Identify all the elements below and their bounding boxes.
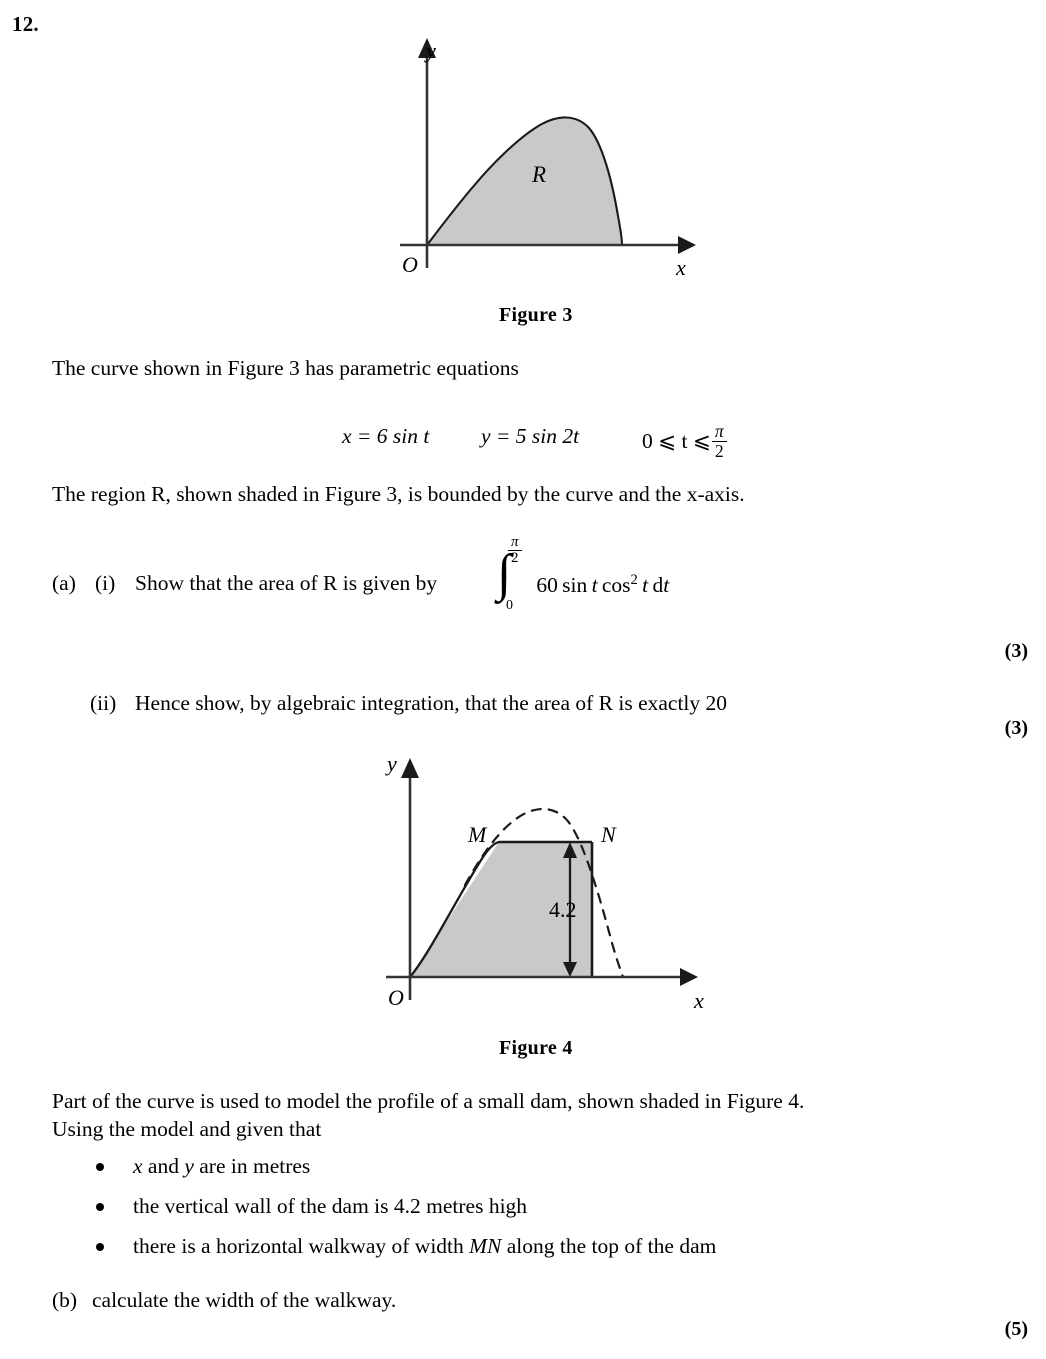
- parametric-x-equation: [342, 424, 429, 449]
- figure-4-y-axis-label: y: [387, 751, 397, 776]
- figure-3-x-axis-arrowhead: [678, 236, 696, 254]
- figure-3-graphic: [380, 30, 710, 285]
- bullet-dot-icon: [96, 1203, 104, 1211]
- figure-3-region-label: R: [532, 162, 547, 187]
- bullet-dot-icon: [96, 1163, 104, 1171]
- parametric-domain-fraction: [712, 422, 727, 460]
- parametric-domain-prefix: 0 ⩽ t ⩽: [642, 428, 711, 453]
- part-a-i-text: Show that the area of R is given by: [135, 571, 438, 595]
- figure-4-graphic: [370, 748, 720, 1013]
- integral-upper-den: 2: [508, 550, 522, 567]
- integral-upper-limit: [507, 533, 523, 568]
- part-a-ii-text: Hence show, by algebraic integration, that the area of R is exactly 20: [135, 691, 728, 715]
- question-number: 12.: [12, 12, 39, 36]
- figure-3-origin-label: O: [402, 252, 418, 277]
- region-statement: The region R, shown shaded in Figure 3, is bounded by the curve and the x-axis.: [52, 482, 745, 506]
- parametric-domain: [642, 421, 728, 462]
- bullet-dot-icon: [96, 1243, 104, 1251]
- part-a-i-integral: [495, 533, 670, 613]
- dam-bullet-3: there is a horizontal walkway of width MN along the top of the dam: [133, 1234, 717, 1258]
- parametric-x-equation-text: x = 6 sin t: [342, 424, 430, 448]
- part-a-i-marks: (3): [1004, 640, 1028, 662]
- figure-4-origin-label: O: [388, 985, 404, 1010]
- part-a-ii-marks: (3): [1004, 717, 1028, 739]
- dam-paragraph-line-1: Part of the curve is used to model the profile of a small dam, shown shaded in Figure 4.: [52, 1089, 805, 1113]
- part-a-i-label: (i): [95, 571, 116, 595]
- integral-glyph: ∫: [497, 545, 512, 602]
- figure-3-shaded-region: [427, 117, 622, 245]
- integral-upper-num: π: [511, 533, 519, 550]
- part-a-label: (a): [52, 571, 76, 595]
- integral-integrand: 60 sin t $\cos^2 t$ dt: [536, 571, 670, 597]
- parametric-domain-numerator: π: [714, 421, 724, 442]
- figure-4-caption: Figure 4: [499, 1037, 573, 1059]
- dam-paragraph-line-2: Using the model and given that: [52, 1117, 322, 1141]
- dam-bullet-1: x and y are in metres: [133, 1154, 311, 1178]
- parametric-y-equation-text: y = 5 sin 2t: [481, 424, 580, 448]
- integral-lower-limit: 0: [506, 598, 513, 613]
- parametric-y-equation: [481, 424, 579, 449]
- part-b-marks: (5): [1004, 1318, 1028, 1340]
- figure-4-x-axis-arrowhead: [680, 968, 698, 986]
- figure-4-height-label: 4.2: [549, 897, 577, 922]
- part-b-text: calculate the width of the walkway.: [92, 1288, 397, 1312]
- figure-3-x-axis-label: x: [676, 255, 686, 280]
- parametric-domain-denominator: 2: [712, 441, 727, 460]
- figure-4-x-axis-label: x: [694, 988, 704, 1013]
- part-b-label: (b): [52, 1288, 78, 1312]
- part-a-ii-label: (ii): [90, 691, 117, 715]
- integral-upper-fraction: [508, 535, 522, 567]
- dam-bullet-2: the vertical wall of the dam is 4.2 metres high: [133, 1194, 528, 1218]
- figure-4-y-axis-arrowhead: [401, 758, 419, 778]
- figure-3-caption: Figure 3: [499, 304, 573, 326]
- integral-sign: [495, 533, 525, 613]
- figure-4-point-m-label: M: [468, 822, 487, 847]
- intro-paragraph: The curve shown in Figure 3 has parametric equations: [52, 356, 519, 380]
- figure-3-y-axis-label: y: [426, 38, 436, 63]
- figure-4-point-n-label: N: [601, 822, 616, 847]
